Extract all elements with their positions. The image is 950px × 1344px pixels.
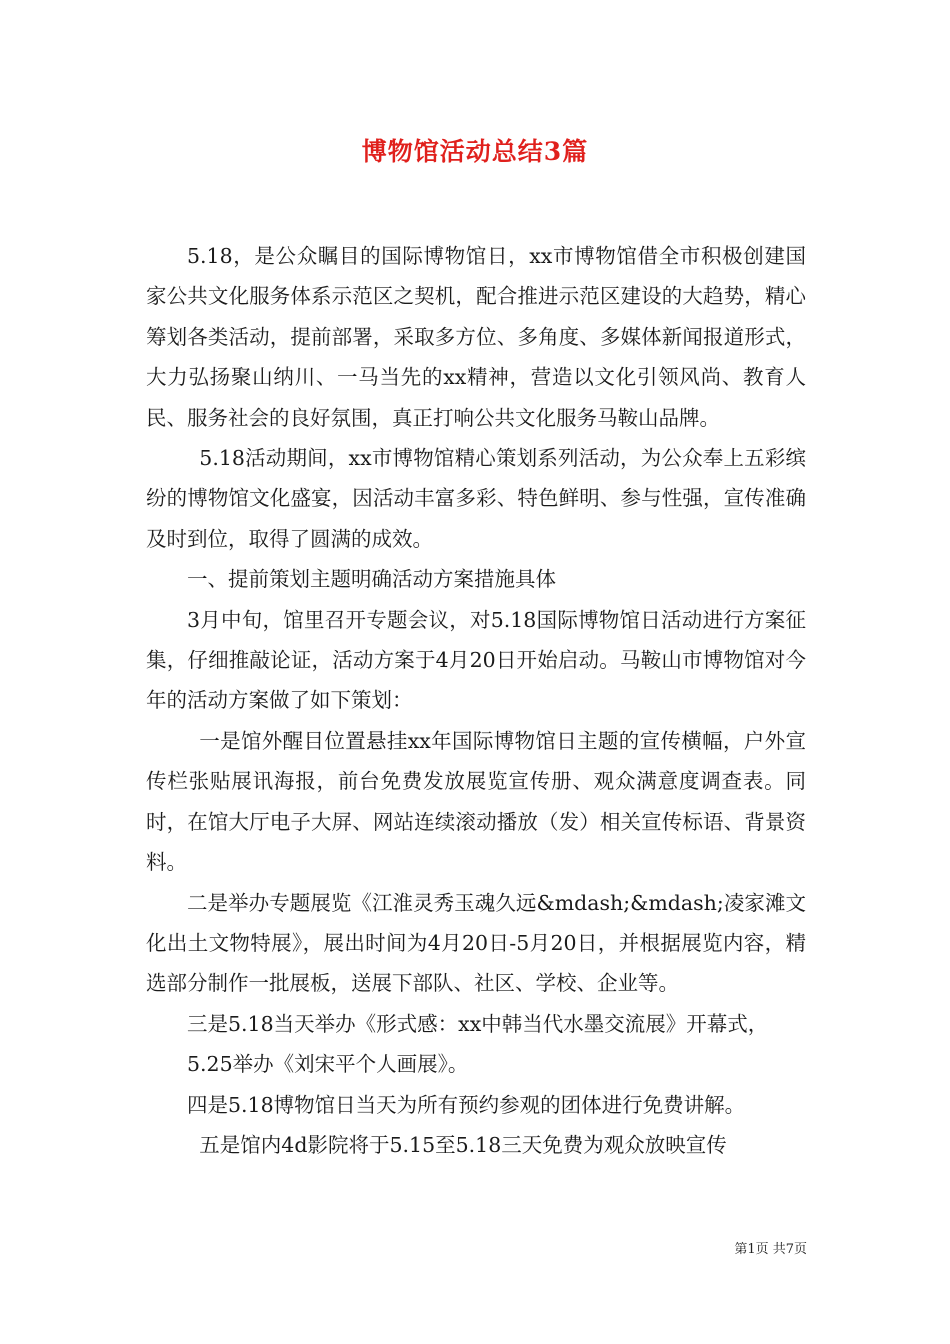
paragraph: 5.18，是公众瞩目的国际博物馆日，xx市博物馆借全市积极创建国家公共文化服务体系示范区之契机，配合推进示范区建设的大趋势，精心筹划各类活动，提前部署，采取多方位、多角度、多媒体新闻报道形式，大力弘扬聚山纳川、一马当先的xx精神，营造以文化引领风尚、教育人民、服务社会的良好氛围，真正打响公共文化服务马鞍山品牌。 bbox=[146, 244, 806, 430]
paragraph: 二是举办专题展览《江淮灵秀玉魂久远&mdash;&mdash;凌家滩文化出土文物特展》，展出时间为4月20日-5月20日，并根据展览内容，精选部分制作一批展板，送展下部队、社区、学校、企业等。 bbox=[146, 890, 806, 996]
paragraph: 一是馆外醒目位置悬挂xx年国际博物馆日主题的宣传横幅，户外宣传栏张贴展讯海报，前台免费发放展览宣传册、观众满意度调查表。同时，在馆大厅电子大屏、网站连续滚动播放（发）相关宣传标语、背景资料。 bbox=[146, 728, 806, 875]
paragraph: 5.18活动期间，xx市博物馆精心策划系列活动，为公众奉上五彩缤纷的博物馆文化盛宴，因活动丰富多彩、特色鲜明、参与性强，宣传准确及时到位，取得了圆满的成效。 bbox=[146, 446, 806, 551]
section-heading: 一、提前策划主题明确活动方案措施具体 bbox=[187, 567, 556, 592]
document-body bbox=[146, 236, 806, 1165]
paragraph: 五是馆内4d影院将于5.15至5.18三天免费为观众放映宣传 bbox=[199, 1132, 727, 1157]
paragraph: 四是5.18博物馆日当天为所有预约参观的团体进行免费讲解。 bbox=[187, 1092, 746, 1117]
paragraph: 5.25举办《刘宋平个人画展》。 bbox=[187, 1052, 469, 1077]
document-title: 博物馆活动总结3篇 bbox=[361, 137, 589, 166]
paragraph: 3月中旬，馆里召开专题会议，对5.18国际博物馆日活动进行方案征集，仔细推敲论证，活动方案于4月20日开始启动。马鞍山市博物馆对今年的活动方案做了如下策划： bbox=[146, 607, 806, 713]
paragraph: 三是5.18当天举办《形式感：xx中韩当代水墨交流展》开幕式， bbox=[187, 1011, 769, 1036]
page-number-footer: 第1页 共7页 bbox=[734, 1242, 807, 1257]
